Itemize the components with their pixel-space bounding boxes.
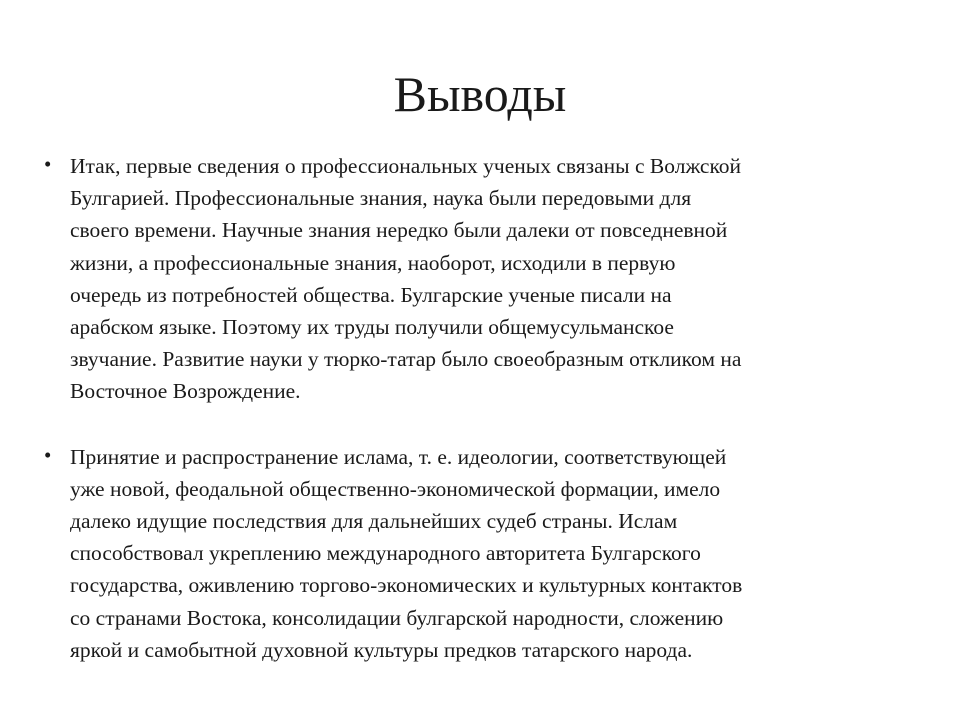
bullet-item [44, 150, 904, 408]
bullet-list [44, 150, 904, 666]
bullet-text: Итак, первые сведения о профессиональных ученых связаны с Волжской Булгарией. Профессиональные знания, наука были передовыми для своего времени. Научные знания нередко были далеки от повседневной жизни, а профессиональные знания, наоборот, исходили в первую очередь из потребностей общества. Булгарские ученые писали на арабском языке. Поэтому их труды получили общемусульманское звучание. Развитие науки у тюрко-татар было своеобразным откликом на Восточное Возрождение. [70, 154, 742, 404]
bullet-item [44, 441, 904, 666]
bullet-icon: • [44, 152, 52, 176]
slide-title: Выводы [393, 66, 567, 122]
bullet-icon: • [44, 442, 52, 467]
bullet-text: Принятие и распространение ислама, т. е. идеологии, соответствующей уже новой, феодальной общественно-экономической формации, имело далеко идущие последствия для дальнейших судеб страны. Ислам способствовал укреплению международного авторитета Булгарского государства, оживлению торгово-экономических и культурных контактов со странами Востока, консолидации булгарской народности, сложению яркой и самобытной духовной культуры предков татарского народа. [70, 444, 743, 662]
